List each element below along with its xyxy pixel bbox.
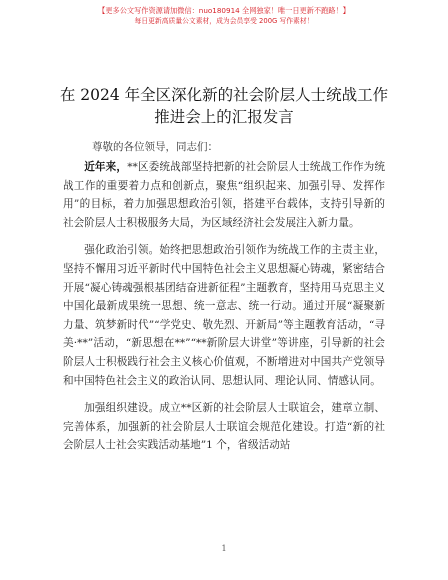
salutation: 尊敬的各位领导，同志们：	[92, 141, 218, 153]
title-line1: 在 2024 年全区深化新的社会阶层人士统战工作	[59, 86, 389, 104]
page-number: 1	[221, 544, 227, 553]
paragraph-lead: 近年来，	[84, 161, 128, 173]
document-body	[63, 158, 385, 464]
promo-banner-line2: 每日更新高质量公文素材，成为会员享受 200G 写作素材！	[134, 17, 314, 25]
paragraph-political-guidance: 强化政治引领。始终把思想政治引领作为统战工作的主责主业，坚持不懈用习近平新时代中国特色社会主义思想凝心铸魂，紧密结合开展“凝心铸魂强根基团结奋进新征程”主题教育，坚持用马克思主义中国化最新成果统一思想、统一意志、统一行动。通过开展“凝聚新力量、筑梦新时代”“学党史、敬先烈、开新局”等主题教育活动，“寻美·**”活动，“新思想在**”“**新阶层大讲堂”等讲座，引导新的社会阶层人士积极践行社会主义核心价值观，不断增进对中国共产党领导和中国特色社会主义的政治认同、思想认同、理论认同、情感认同。	[63, 244, 385, 387]
paragraph-intro-text: **区委统战部坚持把新的社会阶层人士统战工作作为统战工作的重要着力点和创新点，聚焦“组织起来、加强引导、发挥作用”的目标，着力加强思想政治引领，搭建平台载体，支持引导新的社会阶层人士积极服务大局，为区域经济社会发展注入新力量。	[63, 161, 386, 229]
paragraph-intro	[63, 158, 385, 232]
paragraph-organization-building: 加强组织建设。成立**区新的社会阶层人士联谊会，建章立制、完善体系，加强新的社会阶层人士联谊会规范化建设。打造“新的社会阶层人士社会实践活动基地”1 个，省级活动站	[63, 402, 385, 452]
document-title	[0, 84, 448, 128]
promo-banner-line1: 【更多公文写作资源请加微信：nuo180914 全网独家！唯一日更新不跑路！】	[98, 6, 350, 15]
title-line2: 推进会上的汇报发言	[154, 108, 294, 126]
promo-banner	[0, 6, 448, 26]
